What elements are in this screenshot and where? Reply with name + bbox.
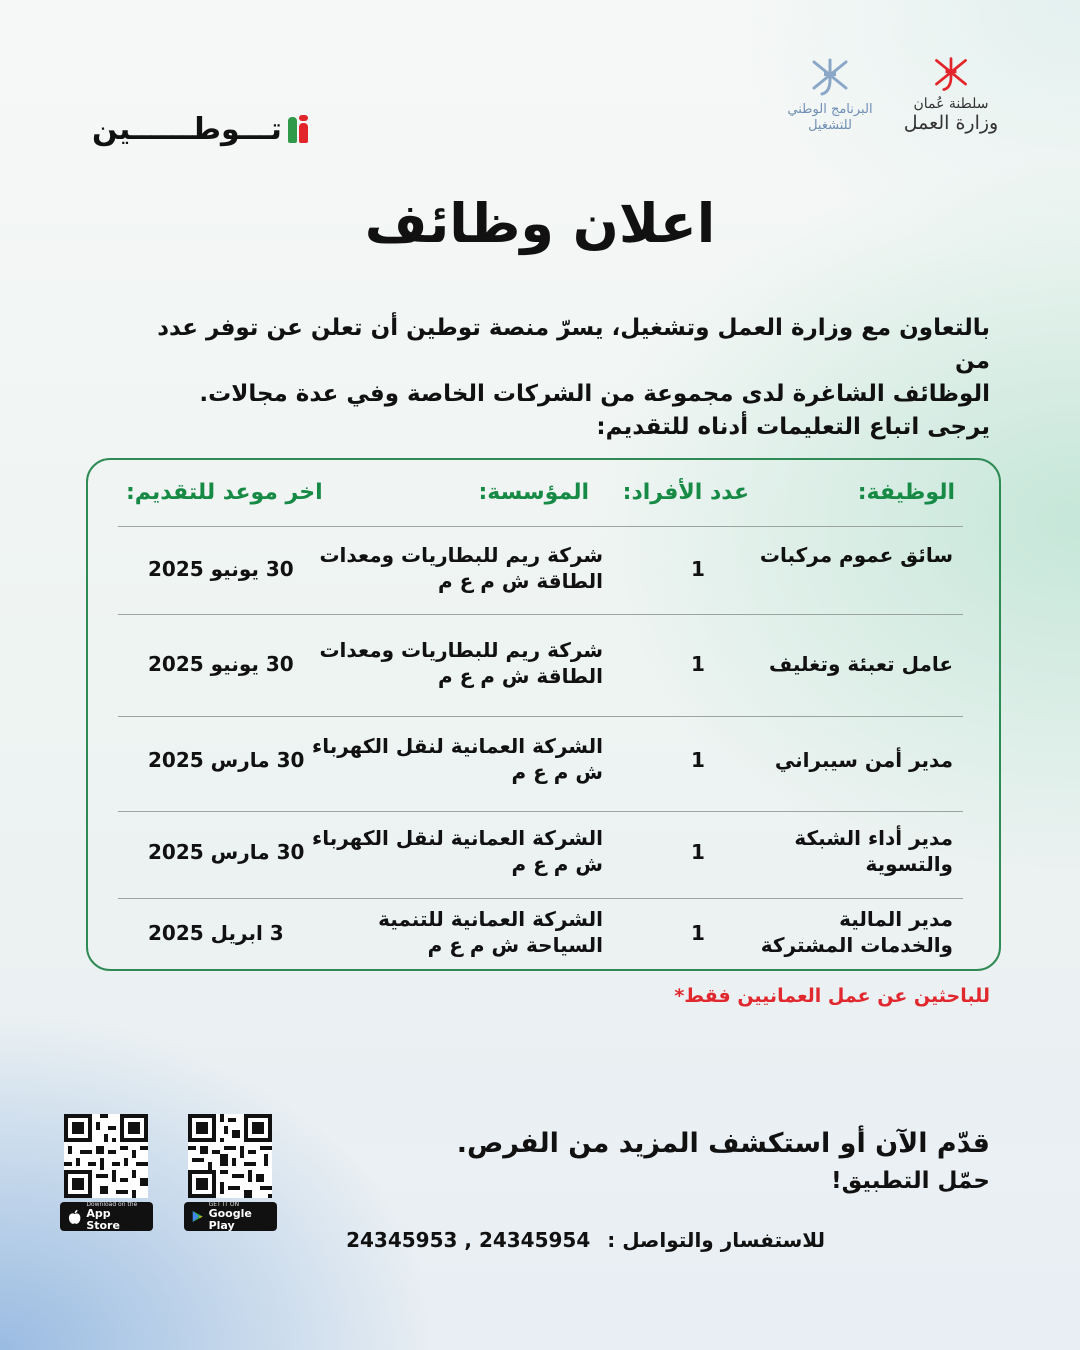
cta-headline: قدّم الآن أو استكشف المزيد من الفرص. <box>456 1128 990 1159</box>
tawteen-mark-icon <box>288 115 314 145</box>
google-play-qr-code[interactable] <box>188 1114 272 1198</box>
intro-paragraph <box>130 312 990 444</box>
google-badge-big: Google Play <box>208 1207 252 1232</box>
cell-job: مدير أمن سيبراني <box>774 748 953 772</box>
khanjar-emblem-icon <box>808 58 852 98</box>
cell-org: شركة ريم للبطاريات ومعدات الطاقة ش م ع م <box>319 543 603 593</box>
cell-deadline: 3 ابريل 2025 <box>148 921 284 945</box>
mol-line2: وزارة العمل <box>903 112 999 134</box>
table-row <box>118 898 963 970</box>
cell-org: الشركة العمانية لنقل الكهرباء ش م ع م <box>312 826 603 876</box>
cell-count: 1 <box>691 557 705 581</box>
apple-badge-small: Download on the <box>86 1201 138 1208</box>
table-row <box>118 811 963 898</box>
cell-org: الشركة العمانية للتنمية السياحة ش م ع م <box>378 907 603 957</box>
cell-org: الشركة العمانية لنقل الكهرباء ش م ع م <box>312 734 603 784</box>
cell-deadline: 30 يونيو 2025 <box>148 557 294 581</box>
header-deadline: اخر موعد للتقديم: <box>126 480 323 505</box>
cell-job: مدير المالية والخدمات المشتركة <box>760 907 953 957</box>
cell-org: شركة ريم للبطاريات ومعدات الطاقة ش م ع م <box>319 638 603 688</box>
cell-deadline: 30 يونيو 2025 <box>148 652 294 676</box>
omanis-only-note: للباحثين عن عمل العمانيين فقط* <box>674 985 990 1007</box>
brand-name: تـــوطــــــين <box>92 112 282 147</box>
table-row <box>118 526 963 614</box>
intro-line: يرجى اتباع التعليمات أدناه للتقديم: <box>596 414 990 440</box>
apple-icon <box>68 1209 81 1225</box>
header-count: عدد الأفراد: <box>622 480 749 505</box>
page-title: اعلان وظائف <box>364 192 716 255</box>
apple-badge-big: App Store <box>86 1207 120 1232</box>
contact-label: للاستفسار والتواصل : <box>607 1228 825 1252</box>
jobs-table <box>86 458 1001 971</box>
table-row <box>118 614 963 716</box>
header-job: الوظيفة: <box>857 480 955 505</box>
cell-count: 1 <box>691 921 705 945</box>
mol-line1: سلطنة عُمان <box>913 96 989 112</box>
cell-count: 1 <box>691 748 705 772</box>
header-org: المؤسسة: <box>478 480 589 505</box>
nep-logo-text: البرنامج الوطني للتشغيل <box>787 102 873 133</box>
oman-emblem-icon <box>931 56 971 94</box>
table-header <box>88 460 999 526</box>
intro-line: بالتعاون مع وزارة العمل وتشغيل، يسرّ منصة توطين أن تعلن عن توفر عدد من <box>157 315 990 374</box>
national-employment-program-logo <box>775 58 885 134</box>
google-play-icon <box>192 1209 204 1224</box>
app-store-qr-code[interactable] <box>64 1114 148 1198</box>
cell-count: 1 <box>691 840 705 864</box>
app-store-badge[interactable] <box>60 1202 153 1231</box>
google-badge-small: GET IT ON <box>208 1201 240 1208</box>
google-play-badge[interactable] <box>184 1202 277 1231</box>
ministry-of-labour-logo <box>898 56 1004 134</box>
table-row <box>118 716 963 811</box>
cell-job: عامل تعبئة وتغليف <box>769 652 953 676</box>
intro-line: الوظائف الشاغرة لدى مجموعة من الشركات الخاصة وفي عدة مجالات. <box>199 381 990 407</box>
cell-job: مدير أداء الشبكة والتسوية <box>794 826 953 876</box>
cell-deadline: 30 مارس 2025 <box>148 840 305 864</box>
tawteen-logo <box>92 112 314 147</box>
cell-count: 1 <box>691 652 705 676</box>
cell-deadline: 30 مارس 2025 <box>148 748 305 772</box>
contact-phones: 24345954 , 24345953 <box>346 1228 591 1252</box>
cta-download: حمّل التطبيق! <box>831 1168 990 1194</box>
cell-job: سائق عموم مركبات <box>759 543 953 567</box>
contact-info <box>346 1228 825 1252</box>
